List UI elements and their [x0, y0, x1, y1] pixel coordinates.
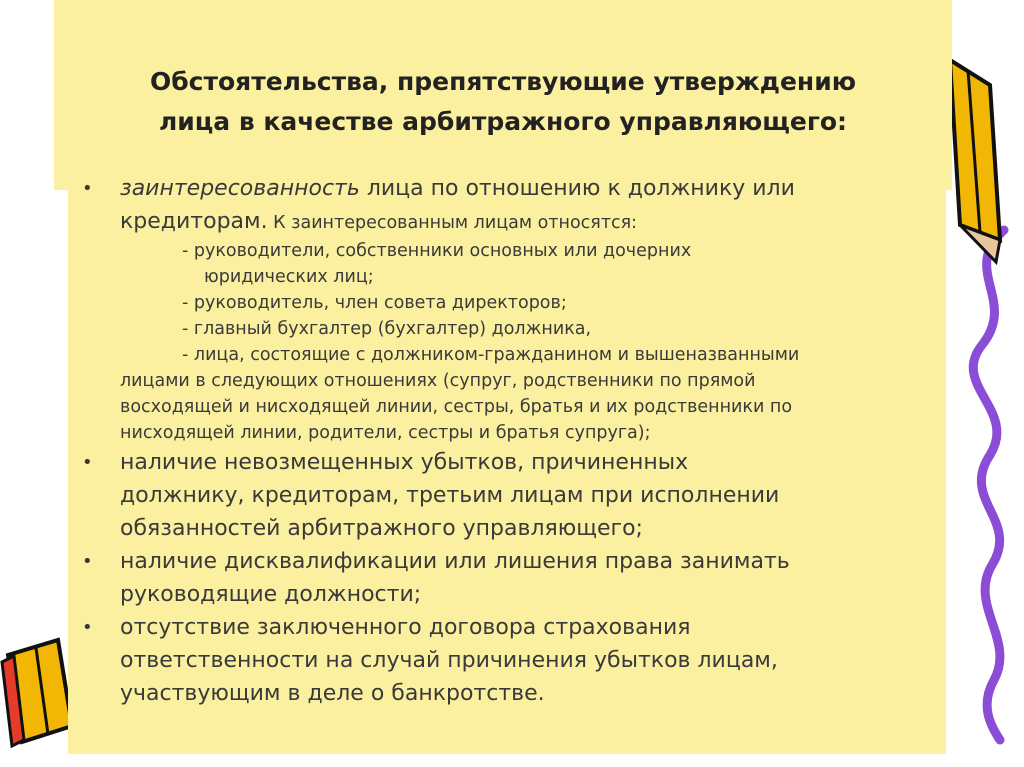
sub-line: - руководители, собственники основных или дочерних: [182, 241, 692, 261]
item-line: руководящие должности;: [120, 582, 422, 607]
sub-line: - лица, состоящие с должником-гражданином и вышеназванными: [182, 345, 800, 365]
list-item: [80, 446, 940, 545]
pencil-top-right-decoration: [950, 60, 1000, 262]
slide-title-line-1: Обстоятельства, препятствующие утверждению: [149, 67, 857, 96]
list-item: [80, 172, 940, 446]
slide-title-line-2: лица в качестве арбитражного управляющего:: [158, 107, 848, 136]
bullet-icon: •: [82, 178, 93, 199]
bullet-icon: •: [82, 551, 93, 572]
sub-line: - главный бухгалтер (бухгалтер) должника,: [182, 319, 592, 339]
item-line: отсутствие заключенного договора страхования: [120, 615, 691, 640]
sub-line: юридических лиц;: [204, 267, 374, 287]
list-item: [80, 545, 940, 611]
sub-line: восходящей и нисходящей линии, сестры, братья и их родственники по: [120, 397, 793, 417]
item-intro: К заинтересованным лицам относятся:: [267, 213, 638, 233]
item-line: ответственности на случай причинения убытков лицам,: [120, 648, 778, 673]
pencil-bottom-left-decoration: [2, 640, 72, 746]
item-lead-line-2: кредиторам.: [120, 209, 268, 234]
slide-title: [54, 62, 952, 142]
sub-list: [120, 238, 940, 446]
bullet-icon: •: [82, 452, 93, 473]
item-line: участвующим в деле о банкротстве.: [120, 681, 545, 706]
item-line: должнику, кредиторам, третьим лицам при исполнении: [120, 483, 780, 508]
list-item: [80, 611, 940, 710]
item-lead-italic: заинтересованность: [120, 176, 360, 201]
sub-line: нисходящей линии, родители, сестры и братья супруга);: [120, 423, 651, 443]
item-line: наличие невозмещенных убытков, причиненных: [120, 450, 689, 475]
sub-line: - руководитель, член совета директоров;: [182, 293, 567, 313]
bullet-list: [80, 172, 940, 710]
bullet-icon: •: [82, 617, 93, 638]
purple-squiggle-decoration: [973, 230, 1004, 740]
sub-line: лицами в следующих отношениях (супруг, родственники по прямой: [120, 371, 756, 391]
item-line: обязанностей арбитражного управляющего;: [120, 516, 643, 541]
item-line: наличие дисквалификации или лишения права занимать: [120, 549, 790, 574]
item-lead-rest: лица по отношению к должнику или: [359, 176, 795, 201]
